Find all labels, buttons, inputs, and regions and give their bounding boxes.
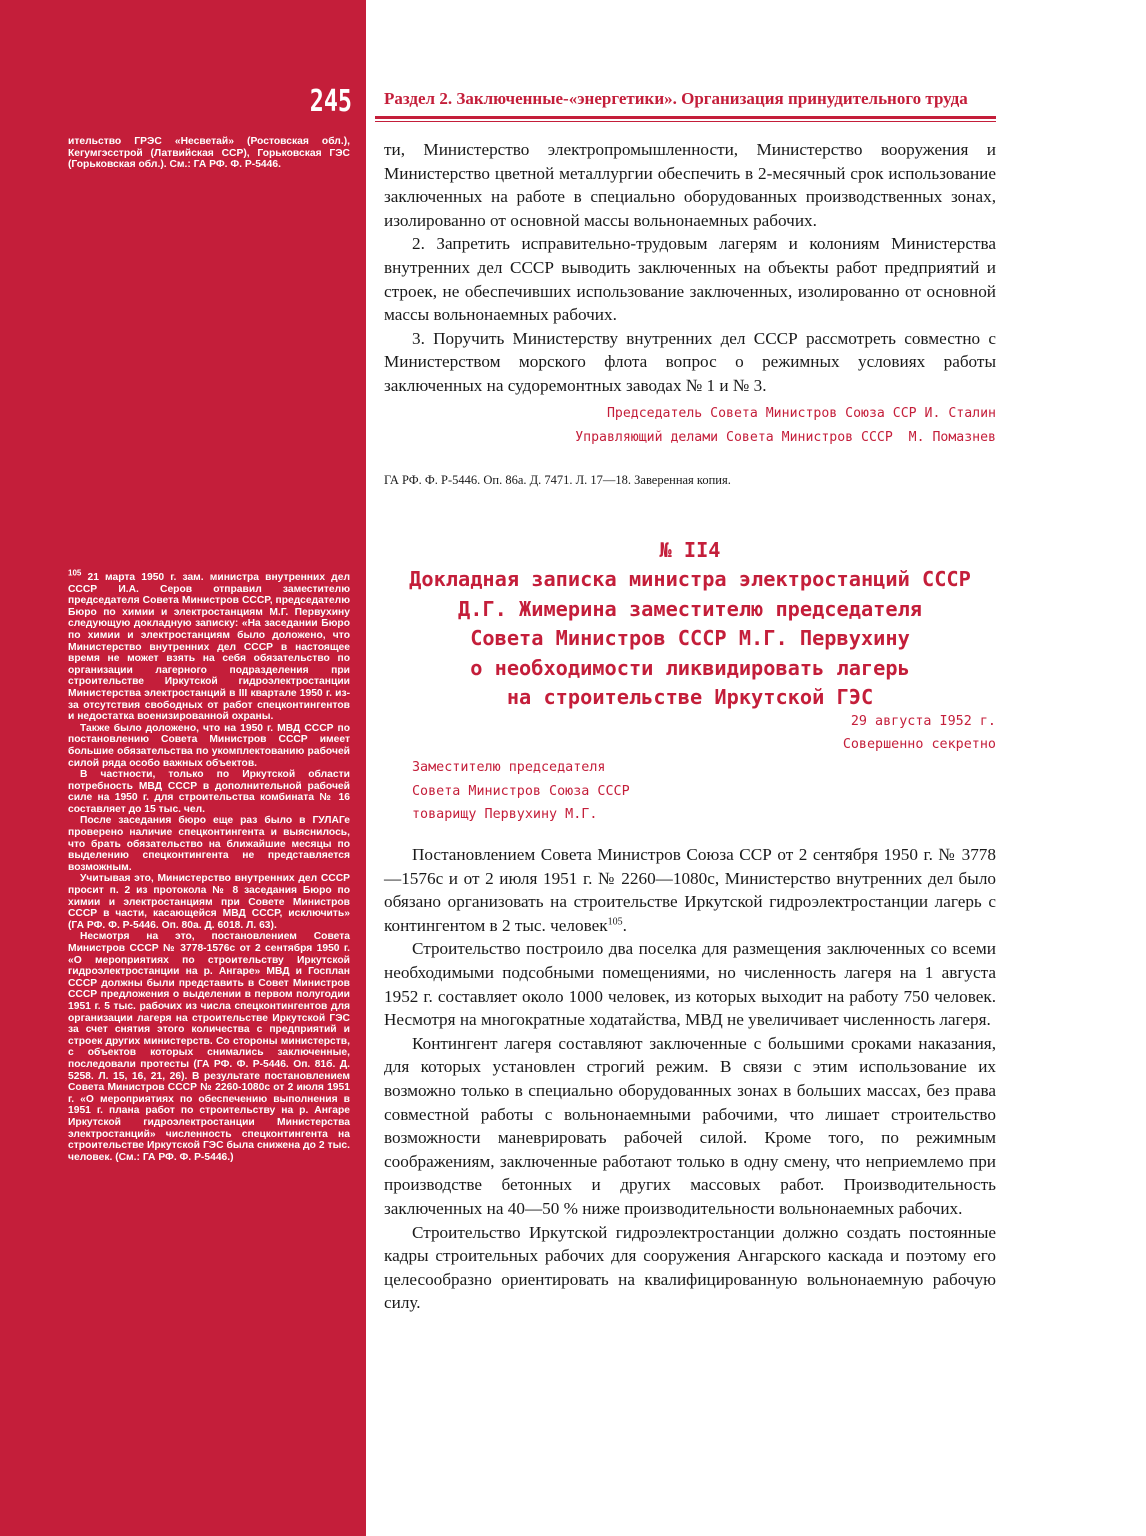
title-line: на строительстве Иркутской ГЭС	[506, 685, 874, 710]
paragraph: Контингент лагеря составляют заключенные с большими сроками наказания, для которых установлен строгий режим. В связи с этим использование их возможно только в специально оборудованных зонах в больших массах, без права совместной работы с вольнонаемными рабочими, что лишает строительство возможности маневрировать рабочей силой. Кроме того, по режимным соображениям, заключенные работают только в одну смену, что неприемлемо при производстве бетонных и других массовых работ. Производительность заключенных на 40—50 % ниже производительности вольнонаемных рабочих.	[384, 1033, 996, 1218]
paragraph: 2. Запретить исправительно-трудовым лагерям и колониям Министерства внутренних дел СССР выводить заключенных на объекты работ предприятий и строек, не обеспечивших использование заключенных, изолированно от основной массы вольнонаемных рабочих.	[384, 234, 996, 325]
paragraph: 3. Поручить Министерству внутренних дел СССР рассмотреть совместно с Министерством морского флота вопрос о режимных условиях работы заключенных на судоремонтных заводах № 1 и № 3.	[384, 328, 996, 395]
footnote-paragraph: $^{105}$ 21 марта 1950 г. зам. министра внутренних дел СССР И.А. Серов отправил заместителю председателя Совета Министров СССР, председателю Бюро по химии и электростанциям М.Г. Первухину следующую докладную записку: «На заседании Бюро по химии и электростанциям было доложено, что Министерство внутренних дел СССР в настоящее время не может взять на себя обязательство по организации лагерного подразделения при строительстве Иркутской гидроэлектростанции Министерства электростанций в III квартале 1950 г. из-за отсутствия свободных от работ спецконтингентов и недостатка военизированной охраны.	[68, 568, 350, 723]
signature-block	[384, 402, 996, 450]
footnote-ref: 105	[607, 916, 623, 928]
title-line: Докладная записка министра электростанций СССР	[409, 567, 971, 592]
signature-line: Председатель Совета Министров Союза ССР И. Сталин	[606, 406, 996, 421]
dateline	[384, 710, 996, 756]
addressee-line: Совета Министров Союза СССР	[412, 783, 630, 799]
footnote-paragraph: После заседания бюро еще раз было в ГУЛАГе проверено наличие спецконтингента и выяснилось, что брать обязательство на ближайшие месяцы по выделению спецконтингента не представляется возможным.	[68, 815, 350, 873]
footnote-paragraph: Учитывая это, Министерство внутренних дел СССР просит п. 2 из протокола № 8 заседания Бюро по химии и электростанциям при Совете Министров СССР в части, касающейся МВД СССР, исключить» (ГА РФ. Ф. Р-5446. Оп. 80а. Д. 6018. Л. 63).	[68, 873, 350, 931]
addressee-line: Заместителю председателя	[412, 760, 606, 775]
footnote-paragraph: В частности, только по Иркутской области потребность МВД СССР в дополнительной рабочей силе на 1950 г. для строительства комбината № 16 составляет до 15 тыс. чел.	[68, 769, 350, 815]
classification-mark: Совершенно секретно	[842, 737, 996, 752]
paragraph: ти, Министерство электропромышленности, Министерство вооружения и Министерство цветной металлургии обеспечить в 2-месячный срок использование заключенных на работе в специально оборудованных производственных зонах, изолированно от основной массы вольнонаемных рабочих.	[384, 140, 996, 230]
footnote-105	[68, 568, 350, 1163]
paragraph: Строительство построило два поселка для размещения заключенных со всеми необходимыми подсобными помещениями, но численность лагеря на 1 августа 1952 г. составляет около 1000 человек, из которых выходит на работу 750 человек. Несмотря на многократные ходатайства, МВД не увеличивает численность лагеря.	[384, 939, 996, 1030]
sidebar-note-text: ительство ГРЭС «Несветай» (Ростовская обл.), Кегумгэсстрой (Латвийская ССР), Горьковская ГЭС (Горьковская обл.). См.: ГА РФ. Ф. Р-5446.	[68, 136, 350, 171]
sidebar-continued-note	[68, 136, 350, 171]
footnote-paragraph: Также было доложено, что на 1950 г. МВД СССР по постановлению Совета Министров СССР имеет большие обязательства по укомплектованию рабочей силой ряда особо важных объектов.	[68, 722, 350, 769]
signature-line: Управляющий делами Совета Министров СССР М. Помазнев	[575, 430, 996, 445]
document-body	[384, 843, 996, 1315]
title-line: Д.Г. Жимерина заместителю председателя	[458, 596, 922, 621]
document-number: № II4	[659, 538, 721, 562]
paragraph: Строительство Иркутской гидроэлектростанции должно создать постоянные кадры строительных рабочих для сооружения Ангарского каскада и поэтому его целесообразно ориентировать на квалифицированную вольнонаемную рабочую силу.	[384, 1222, 996, 1313]
source-note: ГА РФ. Ф. Р-5446. Оп. 86а. Д. 7471. Л. 17—18. Заверенная копия.	[384, 473, 731, 487]
addressee-block	[412, 756, 832, 827]
title-line: о необходимости ликвидировать лагерь	[470, 655, 910, 680]
page-number: 245	[309, 84, 352, 119]
footnote-paragraph: Несмотря на это, постановлением Совета Министров СССР № 3778-1576с от 2 сентября 1950 г. «О мероприятиях по строительству Иркутской гидроэлектростанции на р. Ангаре» МВД и Госплан СССР должны были представить в Совет Министров СССР предложения о выделении в первом полугодии 1951 г. 5 тыс. рабочих из числа спецконтингентов для организации лагеря на строительстве Иркутской ГЭС за счет снятия этого количества с предприятий и строек других министерств. Со стороны министерств, с объектов которых снимались заключенные, последовали протесты (ГА РФ. Ф. Р-5446. Оп. 81б. Д. 5258. Л. 15, 16, 21, 26). В результате постановлением Совета Министров СССР № 2260-1080с от 2 июля 1951 г. «О мероприятиях по обеспечению выполнения в 1951 г. плана работ по строительству на р. Ангаре Иркутской гидроэлектростанции Министерства электростанций» численность спецконтингента на строительстве Иркутской ГЭС была снижена до 2 тыс. человек. (См.: ГА РФ. Ф. Р-5446.)	[68, 931, 350, 1163]
paragraph: Постановлением Совета Министров Союза ССР от 2 сентября 1950 г. № 3778—1576с и от 2 июля 1951 г. № 2260—1080с, Министерство внутренних дел было обязано организовать на строительстве Иркутской гидроэлектростанции лагерь с контингентом в 2 тыс. человек$^{105}$.	[384, 845, 996, 935]
continuation-text	[384, 138, 996, 398]
header-rule-thick	[375, 116, 996, 119]
header-rule-thin	[375, 121, 996, 122]
footnote-number: 105	[68, 568, 82, 578]
running-head: Раздел 2. Заключенные-«энергетики». Организация принудительного труда	[384, 89, 968, 108]
title-line: Совета Министров СССР М.Г. Первухину	[470, 626, 910, 651]
document-title	[370, 536, 1010, 712]
document-date: 29 августа I952 г.	[850, 714, 996, 729]
addressee-line: товарищу Первухину М.Г.	[412, 807, 598, 822]
